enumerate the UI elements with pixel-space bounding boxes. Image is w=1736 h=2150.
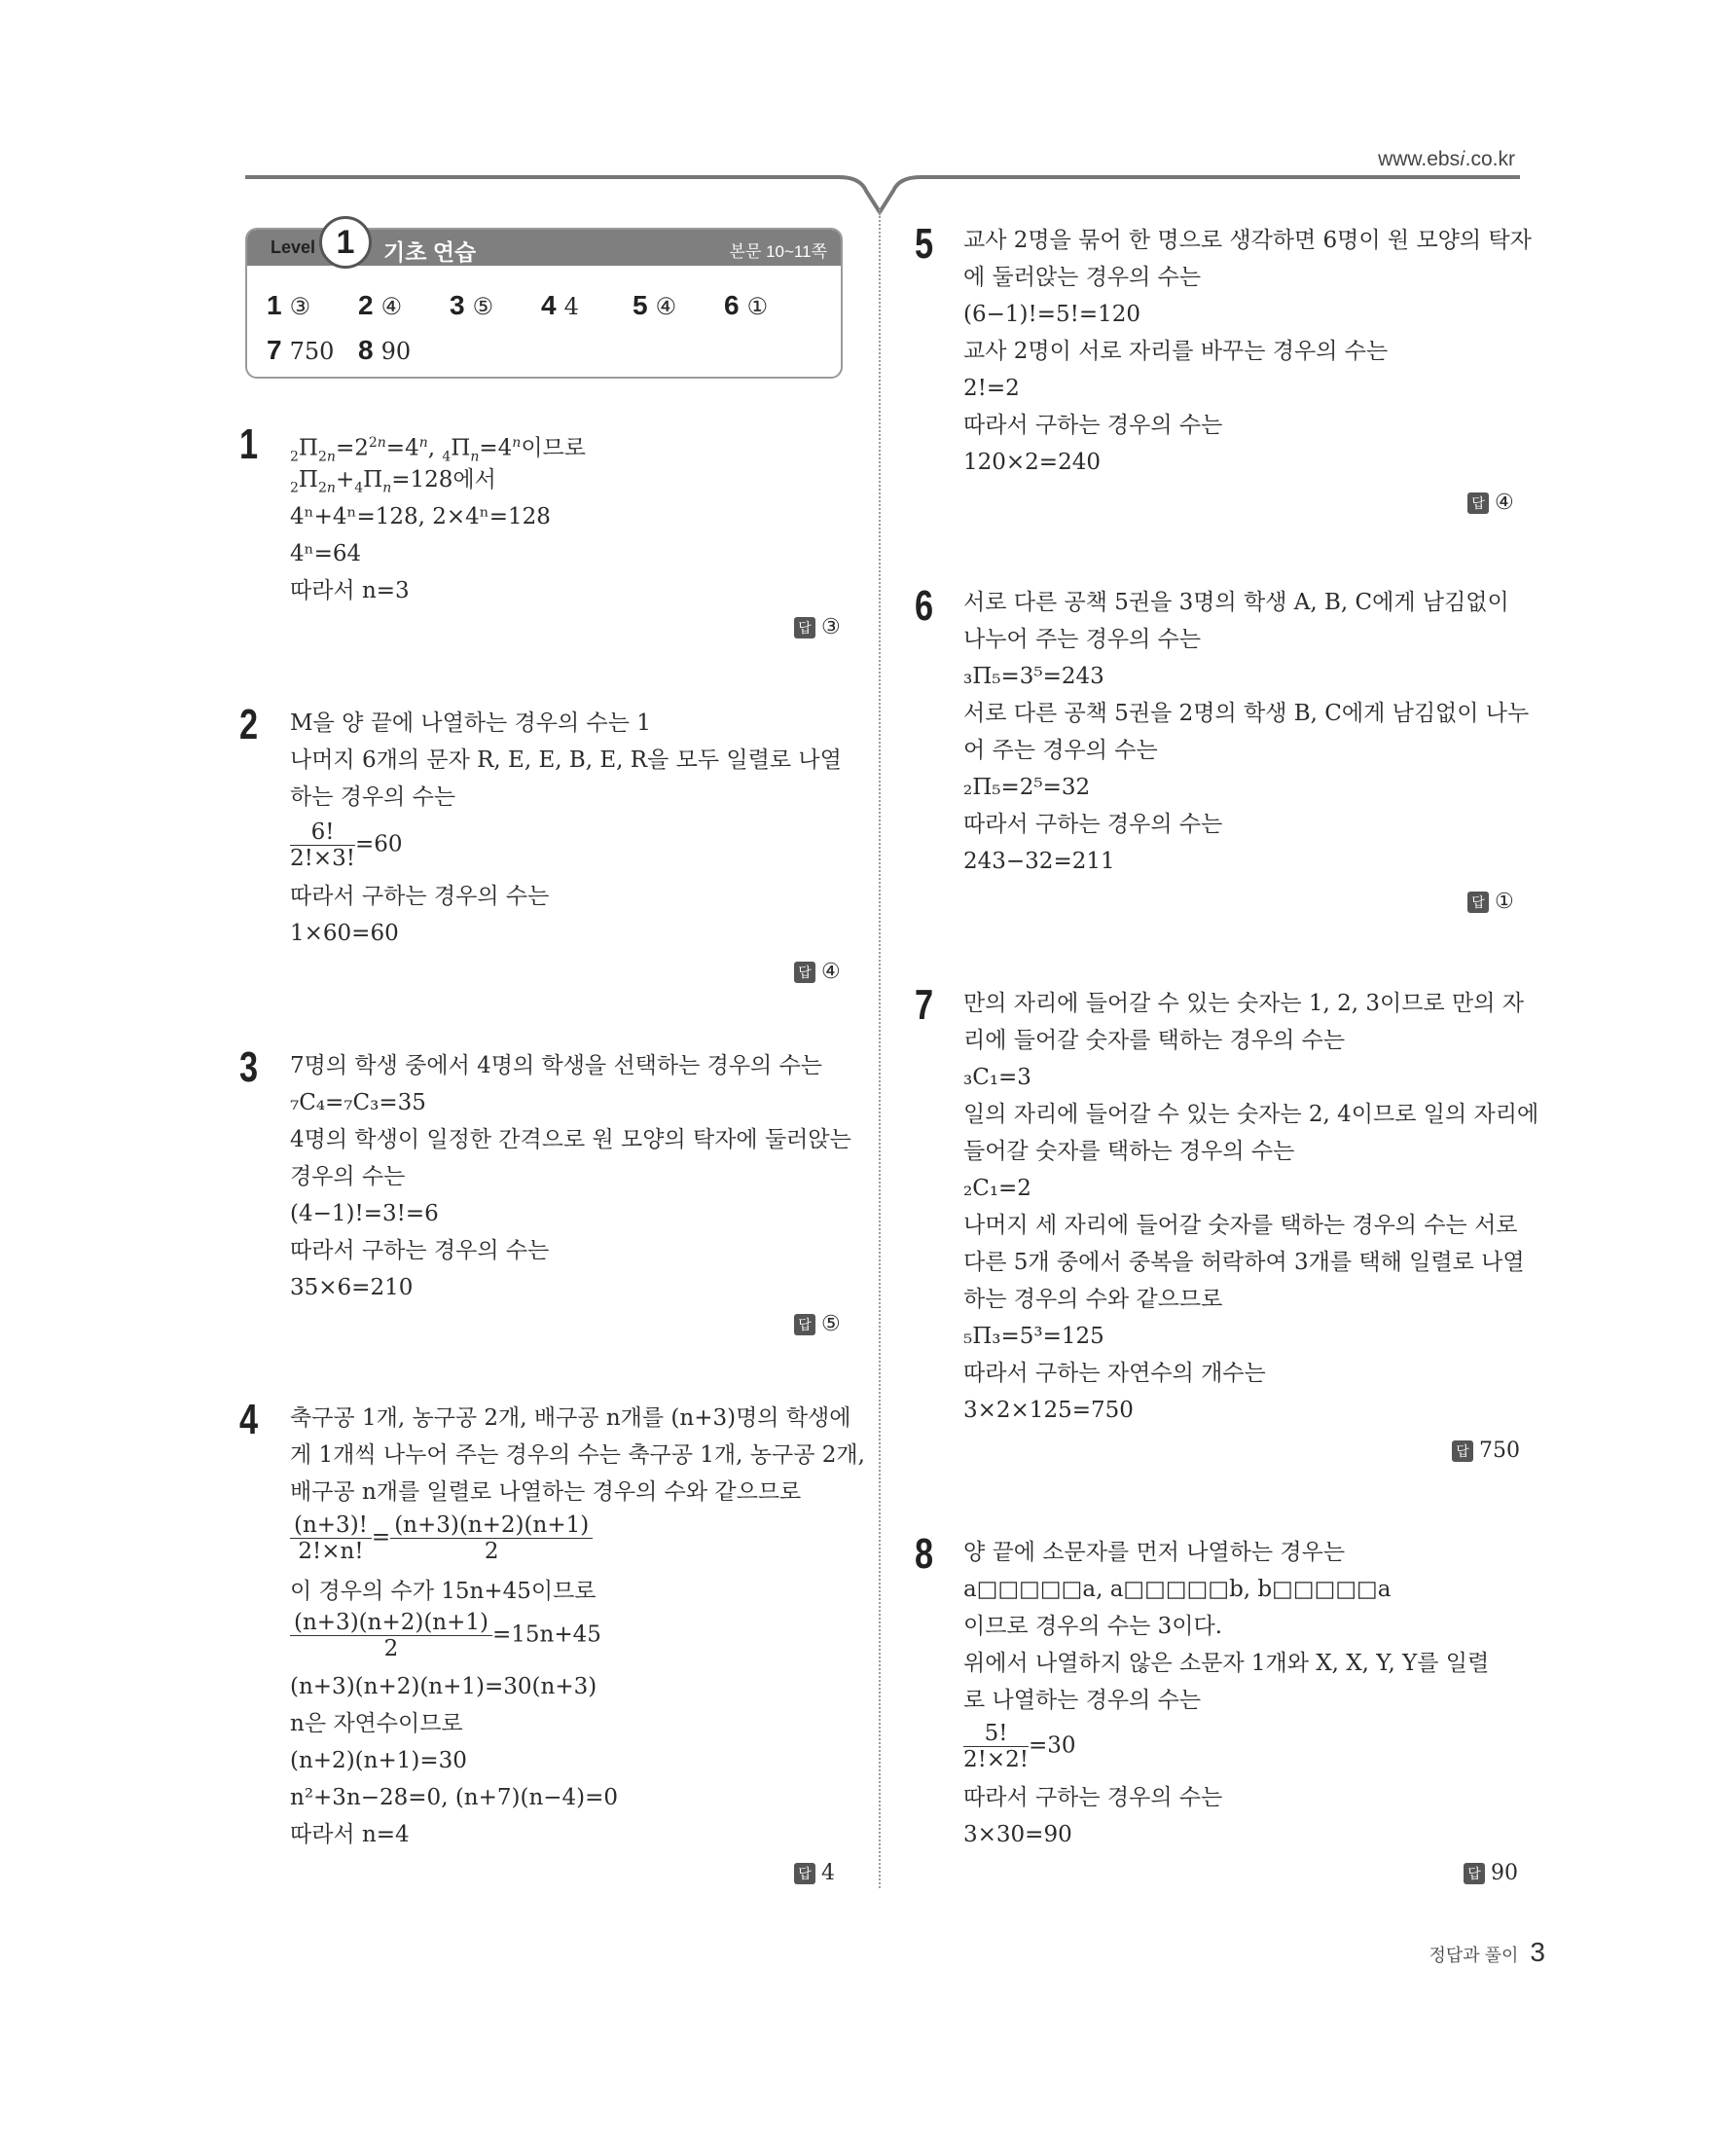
solution-line: 따라서 구하는 자연수의 개수는 — [963, 1361, 1266, 1386]
solution-line: ₅Π₃=5³=125 — [963, 1324, 1104, 1349]
solution-fraction: $\frac{(n+3)(n+2)(n+1)}{2}$ =15n+45 — [290, 1610, 601, 1661]
solution-line: 교사 2명을 묶어 한 명으로 생각하면 6명이 원 모양의 탁자 — [963, 228, 1532, 253]
solution-line: 하는 경우의 수와 같으므로 — [963, 1287, 1223, 1312]
solution-line: ₃C₁=3 — [963, 1065, 1031, 1090]
solution-line: 따라서 n=4 — [290, 1822, 410, 1847]
answer-icon: 답 — [1452, 1440, 1473, 1462]
quick-answer: 6 ① — [724, 290, 769, 320]
column-divider — [879, 209, 881, 1888]
solution-line: ₂Π₅=2⁵=32 — [963, 775, 1091, 800]
level-number-badge: 1 — [319, 216, 372, 269]
problem-number: 1 — [239, 420, 259, 468]
solution-line: 따라서 구하는 경우의 수는 — [963, 1785, 1223, 1810]
solution-fraction: $\frac{5!}{2!\times 2!}$ =30 — [963, 1721, 1076, 1772]
solution-line: 로 나열하는 경우의 수는 — [963, 1688, 1202, 1713]
solution-line: 서로 다른 공책 5권을 3명의 학생 A, B, C에게 남김없이 — [963, 590, 1509, 615]
solution-line: 다른 5개 중에서 중복을 허락하여 3개를 택해 일렬로 나열 — [963, 1250, 1525, 1275]
solution-line: 1×60=60 — [290, 921, 399, 946]
problem-number: 4 — [239, 1396, 259, 1443]
answer-mark: 답 90 — [1464, 1861, 1518, 1885]
solution-line: 따라서 n=3 — [290, 578, 410, 603]
solution-line: 따라서 구하는 경우의 수는 — [290, 884, 550, 909]
solution-line: n²+3n−28=0, (n+7)(n−4)=0 — [290, 1785, 619, 1810]
solution-line: ₃Π₅=3⁵=243 — [963, 664, 1104, 689]
level-title: 기초 연습 — [383, 239, 477, 265]
solution-line: (6−1)!=5!=120 — [963, 302, 1141, 327]
problem-number: 5 — [915, 220, 934, 268]
solution-line: 나머지 6개의 문자 R, E, E, B, E, R을 모두 일렬로 나열 — [290, 747, 842, 773]
solution-line: ₂C₁=2 — [963, 1176, 1031, 1201]
answer-mark: 답 ⑤ — [794, 1312, 841, 1336]
page-footer — [1429, 1937, 1545, 1968]
solution-line: 이 경우의 수가 15n+45이므로 — [290, 1579, 597, 1604]
header-rule — [0, 165, 1736, 224]
answer-mark: 답 750 — [1452, 1439, 1520, 1463]
answer-icon: 답 — [794, 962, 815, 983]
solution-line: 하는 경우의 수는 — [290, 784, 456, 810]
solution-line: (n+3)(n+2)(n+1)=30(n+3) — [290, 1674, 597, 1699]
solution-line: 나누어 주는 경우의 수는 — [963, 627, 1202, 652]
solution-line: 35×6=210 — [290, 1275, 414, 1300]
problem-number: 2 — [239, 701, 259, 748]
quick-answer: 5 ④ — [633, 290, 677, 320]
solution-line: 4ⁿ+4ⁿ=128, 2×4ⁿ=128 — [290, 504, 551, 529]
solution-fraction: $\frac{(n+3)!}{2!\times n!}$ = $\frac{(n+3)(n+2)(n+1)}{2}$ — [290, 1512, 593, 1564]
answer-mark: 답 ③ — [794, 615, 841, 639]
solution-line: 120×2=240 — [963, 450, 1101, 475]
problem-number: 6 — [915, 582, 934, 630]
quick-answer: 4 4 — [541, 290, 579, 320]
solution-line: 따라서 구하는 경우의 수는 — [963, 812, 1223, 837]
answer-mark: 답 ④ — [794, 960, 841, 984]
solution-line: ₇C₄=₇C₃=35 — [290, 1090, 426, 1115]
problem-number: 8 — [915, 1530, 934, 1578]
level-page-ref: 본문 10~11쪽 — [729, 242, 827, 261]
level-header-bar — [247, 224, 841, 266]
solution-line: 위에서 나열하지 않은 소문자 1개와 X, X, Y, Y를 일렬 — [963, 1651, 1490, 1676]
quick-answer: 2 ④ — [358, 290, 403, 320]
solution-line: 에 둘러앉는 경우의 수는 — [963, 265, 1202, 290]
solution-line: 양 끝에 소문자를 먼저 나열하는 경우는 — [963, 1540, 1346, 1565]
answer-icon: 답 — [794, 1863, 815, 1884]
solution-line: n은 자연수이므로 — [290, 1711, 463, 1736]
solution-line: 4명의 학생이 일정한 간격으로 원 모양의 탁자에 둘러앉는 — [290, 1127, 851, 1152]
solution-line: 3×2×125=750 — [963, 1398, 1134, 1423]
level-label: Level — [271, 237, 316, 257]
answer-mark: 답 4 — [794, 1861, 835, 1885]
answer-mark: 답 ④ — [1467, 491, 1514, 515]
solution-line: 만의 자리에 들어갈 수 있는 숫자는 1, 2, 3이므로 만의 자 — [963, 991, 1524, 1016]
page-number: 3 — [1530, 1937, 1545, 1967]
solution-line: 리에 들어갈 숫자를 택하는 경우의 수는 — [963, 1028, 1346, 1053]
solution-line: 7명의 학생 중에서 4명의 학생을 선택하는 경우의 수는 — [290, 1053, 823, 1078]
solution-line: 들어갈 숫자를 택하는 경우의 수는 — [963, 1139, 1295, 1164]
quick-answer: 8 90 — [358, 335, 412, 365]
quick-answer: 7 750 — [267, 335, 335, 365]
solution-line: 어 주는 경우의 수는 — [963, 738, 1158, 763]
answer-icon: 답 — [1467, 492, 1489, 514]
solution-line: 2!=2 — [963, 376, 1020, 401]
solution-line: 일의 자리에 들어갈 수 있는 숫자는 2, 4이므로 일의 자리에 — [963, 1102, 1539, 1127]
answer-mark: 답 ① — [1467, 890, 1514, 914]
solution-line: 게 1개씩 나누어 주는 경우의 수는 축구공 1개, 농구공 2개, — [290, 1442, 865, 1468]
solution-line: $_2\Pi_{2n}+_4\Pi_n=128$에서 — [290, 467, 496, 496]
problem-number: 7 — [915, 981, 934, 1029]
answer-icon: 답 — [794, 617, 815, 638]
solution-line: (4−1)!=3!=6 — [290, 1201, 439, 1226]
solution-line: 243−32=211 — [963, 849, 1115, 874]
solution-line: $_2\Pi_{2n}=2^{2n}=4^n$, $_4\Pi_n=4^n$이므로 — [290, 435, 586, 465]
solution-line: 서로 다른 공책 5권을 2명의 학생 B, C에게 남김없이 나누 — [963, 701, 1530, 726]
problem-number: 3 — [239, 1043, 259, 1091]
footer-text: 정답과 풀이 — [1429, 1946, 1519, 1965]
solution-line: a□□□□□a, a□□□□□b, b□□□□□a — [963, 1577, 1392, 1602]
solution-line: 따라서 구하는 경우의 수는 — [963, 413, 1223, 438]
answer-icon: 답 — [1464, 1863, 1485, 1884]
quick-answer: 3 ⑤ — [450, 290, 494, 320]
solution-line: 이므로 경우의 수는 3이다. — [963, 1614, 1223, 1639]
solution-line: M을 양 끝에 나열하는 경우의 수는 1 — [290, 711, 651, 736]
quick-answer: 1 ③ — [267, 290, 311, 320]
solution-line: 따라서 구하는 경우의 수는 — [290, 1238, 550, 1263]
solution-line: 나머지 세 자리에 들어갈 숫자를 택하는 경우의 수는 서로 — [963, 1213, 1518, 1238]
solution-line: 배구공 n개를 일렬로 나열하는 경우의 수와 같으므로 — [290, 1479, 802, 1505]
solution-line: 3×30=90 — [963, 1822, 1072, 1847]
answer-icon: 답 — [794, 1314, 815, 1335]
site-url[interactable]: www.ebs𝑖.co.kr — [1378, 148, 1515, 170]
solution-line: 축구공 1개, 농구공 2개, 배구공 n개를 (n+3)명의 학생에 — [290, 1405, 851, 1431]
solution-line: 경우의 수는 — [290, 1164, 406, 1189]
level-answer-box — [245, 224, 843, 379]
solution-line: 교사 2명이 서로 자리를 바꾸는 경우의 수는 — [963, 339, 1389, 364]
solution-line: (n+2)(n+1)=30 — [290, 1748, 467, 1773]
solution-fraction: $\frac{6!}{2!\times 3!}$ =60 — [290, 820, 403, 871]
solution-line: 4ⁿ=64 — [290, 541, 362, 566]
answer-icon: 답 — [1467, 892, 1489, 913]
